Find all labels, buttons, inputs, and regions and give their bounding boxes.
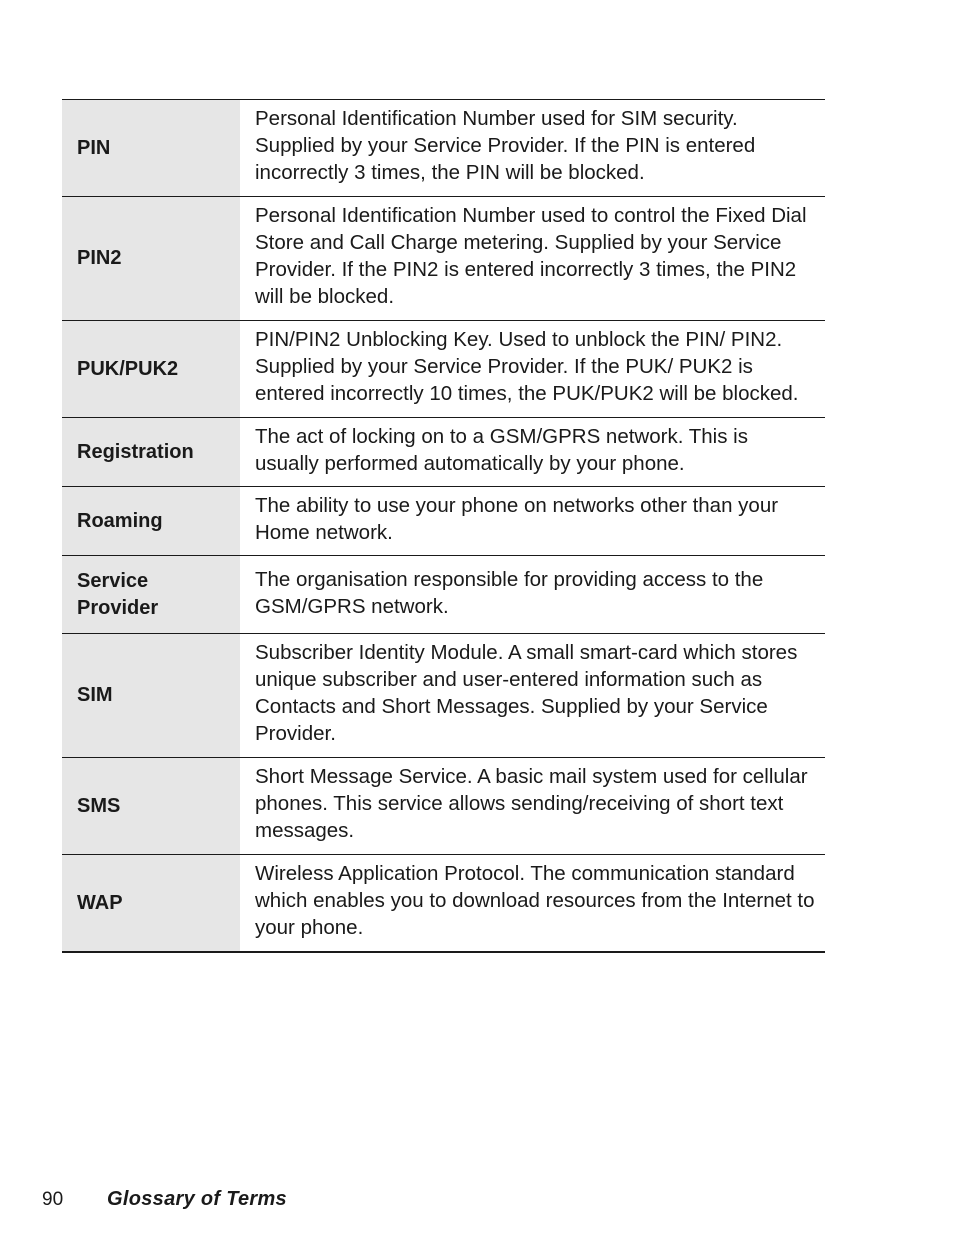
glossary-row-service-provider [62,556,825,634]
term-cell: WAP [62,855,240,953]
definition-cell: The ability to use your phone on networks other than your Home network. [240,487,825,556]
definition-cell: The act of locking on to a GSM/GPRS network. This is usually performed automatically by your phone. [240,418,825,487]
term-cell: PIN2 [62,197,240,321]
page-number: 90 [42,1189,64,1210]
glossary-row-sim [62,634,825,758]
term-cell: Roaming [62,487,240,556]
section-title: Glossary of Terms [107,1188,287,1210]
term-cell: PUK/PUK2 [62,321,240,418]
glossary-row-registration [62,418,825,487]
term-cell: Registration [62,418,240,487]
glossary-row-sms [62,758,825,855]
glossary-row-pin2 [62,197,825,321]
term-cell: SIM [62,634,240,758]
definition-cell: Personal Identification Number used to control the Fixed Dial Store and Call Charge metering. Supplied by your Service Provider. If the PIN2 is entered incorrectly 3 times, the PIN2 will be blocked. [240,197,825,321]
definition-cell: Subscriber Identity Module. A small smart-card which stores unique subscriber and user-entered information such as Contacts and Short Messages. Supplied by your Service Provider. [240,634,825,758]
term-cell: SMS [62,758,240,855]
definition-cell: Short Message Service. A basic mail system used for cellular phones. This service allows sending/receiving of short text messages. [240,758,825,855]
definition-cell: Wireless Application Protocol. The communication standard which enables you to download resources from the Internet to your phone. [240,855,825,953]
glossary-row-pin [62,100,825,197]
term-cell: PIN [62,100,240,197]
glossary-row-puk [62,321,825,418]
definition-cell: PIN/PIN2 Unblocking Key. Used to unblock the PIN/ PIN2. Supplied by your Service Provider. If the PUK/ PUK2 is entered incorrectly 10 times, the PUK/PUK2 will be blocked. [240,321,825,418]
glossary-table [62,99,825,953]
page-footer [42,1187,287,1212]
glossary-row-wap [62,855,825,953]
definition-cell: Personal Identification Number used for SIM security. Supplied by your Service Provider. If the PIN is entered incorrectly 3 times, the PIN will be blocked. [240,100,825,197]
term-cell: Service Provider [62,556,240,634]
glossary-row-roaming [62,487,825,556]
definition-cell: The organisation responsible for providing access to the GSM/GPRS network. [240,556,825,634]
